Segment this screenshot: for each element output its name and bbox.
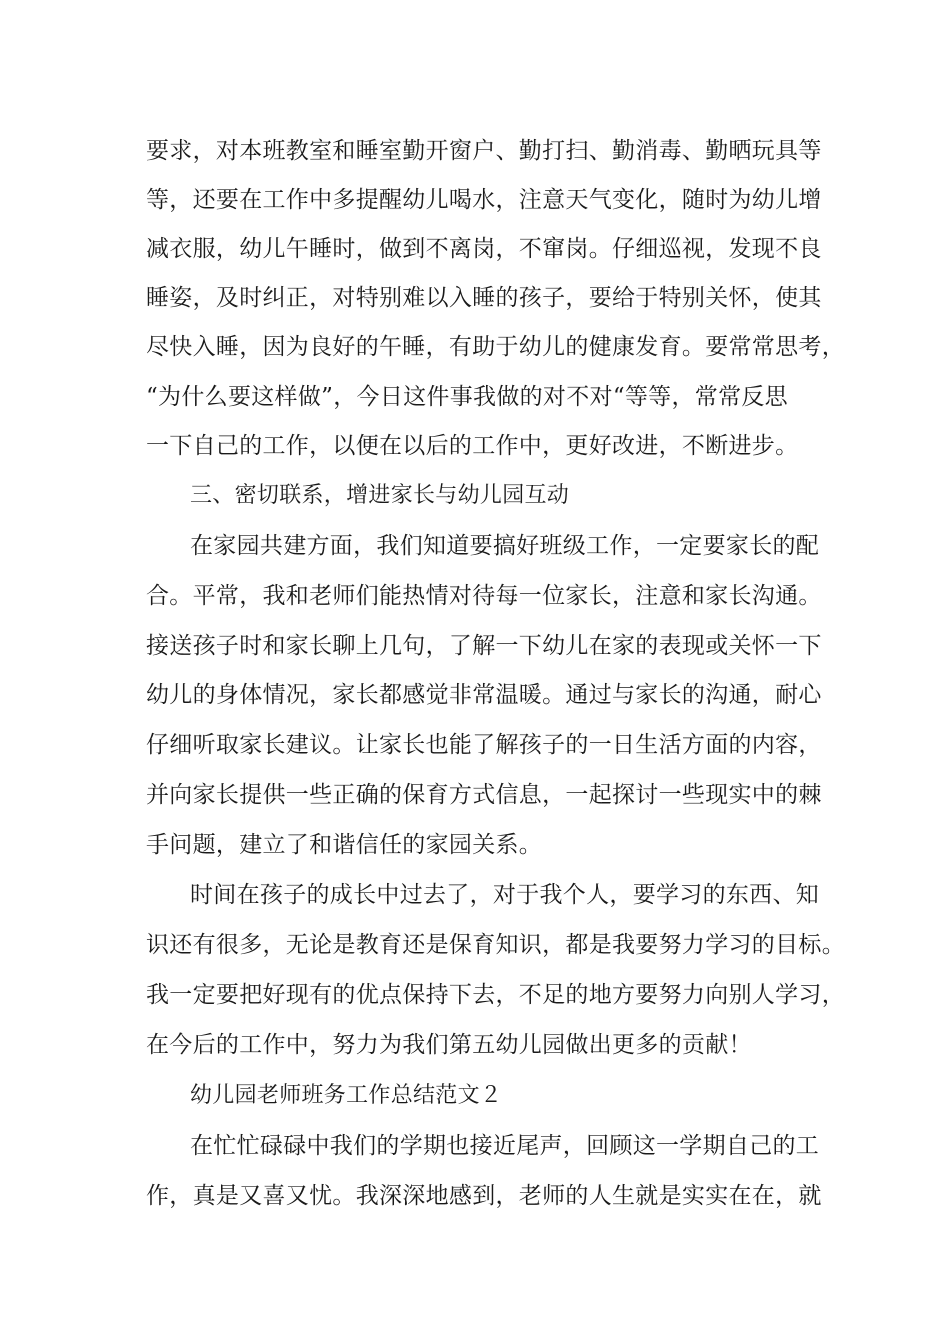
paragraph-line: 要求，对本班教室和睡室勤开窗户、勤打扫、勤消毒、勤晒玩具等 [146, 138, 822, 164]
section-heading: 三、密切联系，增进家长与幼儿园互动 [190, 483, 570, 508]
paragraph-line: 尽快入睡，因为良好的午睡，有助于幼儿的健康发育。要常常思考， [146, 334, 845, 360]
paragraph-line: 作，真是又喜又忧。我深深地感到，老师的人生就是实实在在，就 [146, 1183, 822, 1209]
article-title: 幼儿园老师班务工作总结范文２ [190, 1083, 503, 1108]
paragraph-line: 幼儿的身体情况，家长都感觉非常温暖。通过与家长的沟通，耐心 [146, 682, 822, 708]
paragraph-line: 一下自己的工作，以便在以后的工作中，更好改进，不断进步。 [146, 433, 799, 459]
paragraph-line: 减衣服，幼儿午睡时，做到不离岗，不窜岗。仔细巡视，发现不良 [146, 236, 822, 262]
paragraph-line: 在忙忙碌碌中我们的学期也接近尾声，回顾这一学期自己的工 [190, 1133, 820, 1159]
paragraph-line: 睡姿，及时纠正，对特别难以入睡的孩子，要给于特别关怀，使其 [146, 285, 822, 311]
paragraph-line: 识还有很多，无论是教育还是保育知识，都是我要努力学习的目标。 [146, 932, 845, 958]
paragraph-line: 合。平常，我和老师们能热情对待每一位家长，注意和家长沟通。 [146, 583, 822, 609]
paragraph-line: 我一定要把好现有的优点保持下去，不足的地方要努力向别人学习， [146, 982, 845, 1008]
paragraph-line: 并向家长提供一些正确的保育方式信息，一起探讨一些现实中的棘 [146, 782, 822, 808]
paragraph-line: “为什么要这样做”，今日这件事我做的对不对“等等，常常反思 [146, 384, 788, 410]
paragraph-line: 手问题，建立了和谐信任的家园关系。 [146, 832, 543, 858]
paragraph-line: 时间在孩子的成长中过去了，对于我个人，要学习的东西、知 [190, 882, 820, 908]
paragraph-line: 在今后的工作中，努力为我们第五幼儿园做出更多的贡献！ [146, 1032, 752, 1058]
paragraph-line: 等，还要在工作中多提醒幼儿喝水，注意天气变化，随时为幼儿增 [146, 187, 822, 213]
paragraph-line: 接送孩子时和家长聊上几句，了解一下幼儿在家的表现或关怀一下 [146, 633, 822, 659]
paragraph-line: 在家园共建方面，我们知道要搞好班级工作，一定要家长的配 [190, 533, 820, 559]
paragraph-line: 仔细听取家长建议。让家长也能了解孩子的一日生活方面的内容， [146, 732, 822, 758]
